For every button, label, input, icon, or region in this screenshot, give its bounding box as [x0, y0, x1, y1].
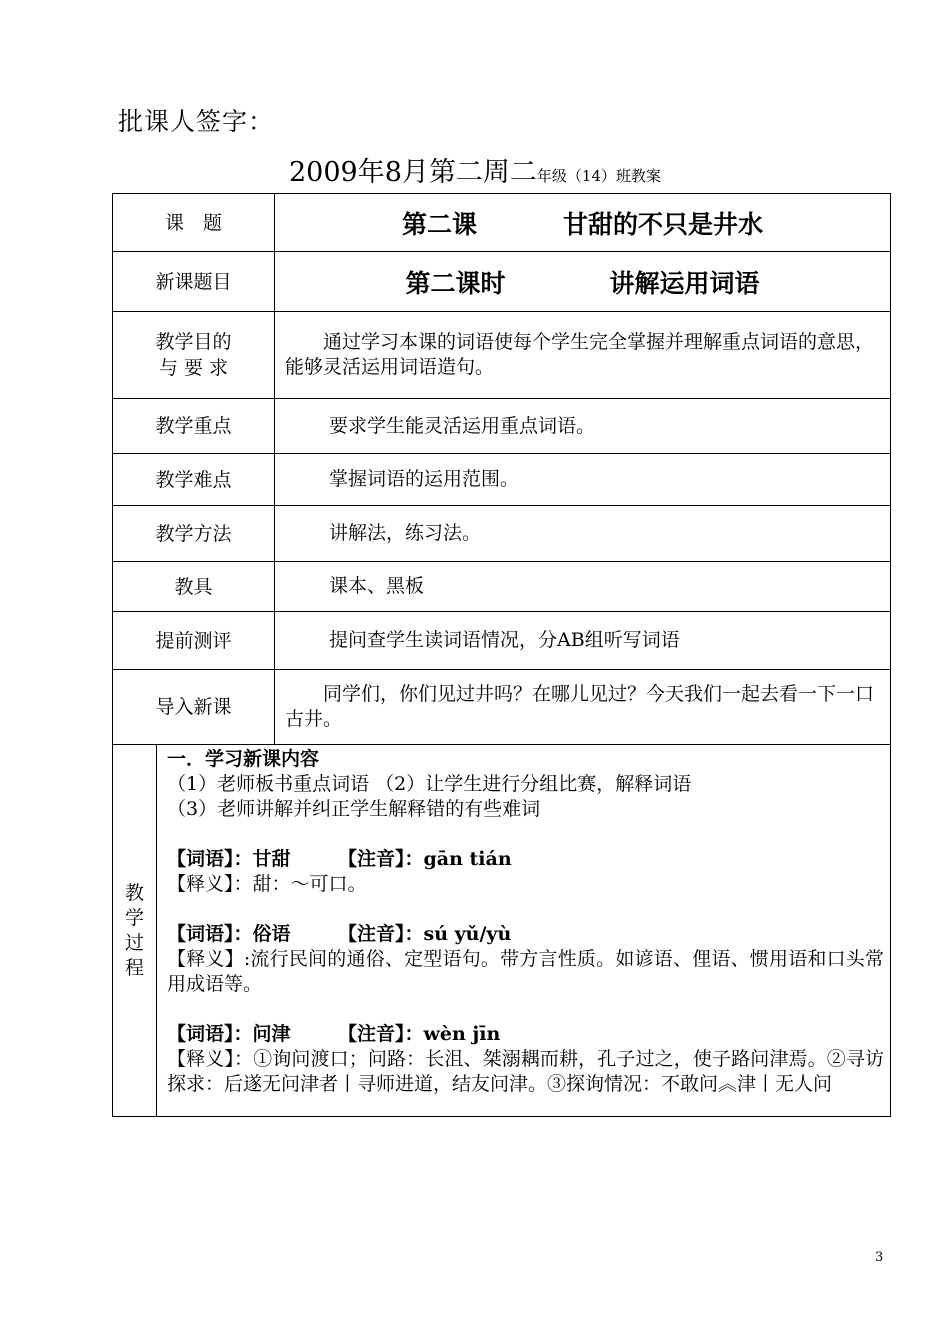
label-process-char-4: 程 [124, 956, 144, 979]
topic-title: 甘甜的不只是井水 [563, 209, 764, 239]
label-introduction: 导入新课 [113, 670, 275, 745]
word-def-3: 【释义】：①询问渡口；问路：长沮、桀溺耦而耕，孔子过之，使子路问津焉。②寻访探求：后遂无问津者丨寻师进道，结友问津。③探询情况：不敢问︽津丨无人问 [167, 1048, 885, 1095]
lesson-plan-table [112, 193, 891, 1117]
topic-lesson: 第二课 [402, 209, 478, 239]
steps-line-1: （1）老师板书重点词语 （2）让学生进行分组比赛，解释词语 [167, 773, 692, 795]
row-introduction [113, 670, 891, 745]
word-def-2: 【释义】:流行民间的通俗、定型语句。带方言性质。如谚语、俚语、惯用语和口头常用成语等。 [167, 948, 885, 995]
label-difficulties: 教学难点 [113, 454, 275, 506]
row-pre-assessment [113, 612, 891, 670]
value-objectives: 通过学习本课的词语使每个学生完全掌握并理解重点词语的意思，能够灵活运用词语造句。 [275, 312, 891, 399]
label-pre-assessment: 提前测评 [113, 612, 275, 670]
page-number: 3 [875, 1250, 884, 1265]
value-tools: 课本、黑板 [275, 562, 891, 612]
steps-line-2: （3）老师讲解并纠正学生解释错的有些难词 [167, 798, 541, 820]
value-pre-assessment: 提问查学生读词语情况，分AB组听写词语 [275, 612, 891, 670]
label-objectives [113, 312, 275, 399]
value-key-points: 要求学生能灵活运用重点词语。 [275, 399, 891, 454]
value-topic [275, 194, 891, 252]
value-difficulties: 掌握词语的运用范围。 [275, 454, 891, 506]
word-entry-1: 【词语】：甘甜 【注音】：gān tián [167, 848, 512, 870]
value-introduction: 同学们，你们见过井吗？在哪儿见过？今天我们一起去看一下一口古井。 [275, 670, 891, 745]
label-process-char-2: 学 [124, 906, 144, 929]
word-def-1: 【释义】：甜：～可口。 [167, 873, 367, 895]
document-heading [0, 150, 950, 189]
label-new-topic: 新课题目 [113, 252, 275, 312]
row-tools [113, 562, 891, 612]
row-key-points [113, 399, 891, 454]
label-objectives-line2: 与 要 求 [158, 357, 229, 379]
process-content [157, 745, 891, 1117]
label-tools: 教具 [113, 562, 275, 612]
signer-label: 批课人签字： [118, 107, 275, 136]
label-key-points: 教学重点 [113, 399, 275, 454]
row-method [113, 506, 891, 562]
label-process-char-1: 教 [124, 881, 144, 904]
word-entry-3: 【词语】：问津 【注音】：wèn jīn [167, 1023, 501, 1045]
value-new-topic [275, 252, 891, 312]
label-process-char-3: 过 [124, 931, 144, 954]
row-difficulties [113, 454, 891, 506]
label-objectives-line1: 教学目的 [155, 331, 232, 353]
heading-suffix: 年级（14）班教案 [536, 167, 661, 185]
new-topic-period: 第二课时 [405, 268, 506, 298]
section-title: 一．学习新课内容 [167, 748, 320, 770]
row-process [113, 745, 891, 1117]
label-method: 教学方法 [113, 506, 275, 562]
row-objectives [113, 312, 891, 399]
label-topic: 课 题 [113, 194, 275, 252]
row-new-topic [113, 252, 891, 312]
new-topic-title: 讲解运用词语 [609, 268, 760, 298]
heading-main: 2009年8月第二周二 [289, 157, 537, 188]
row-topic [113, 194, 891, 252]
word-entry-2: 【词语】：俗语 【注音】：sú yǔ/yù [167, 923, 512, 945]
value-method: 讲解法，练习法。 [275, 506, 891, 562]
label-process [113, 745, 157, 1117]
